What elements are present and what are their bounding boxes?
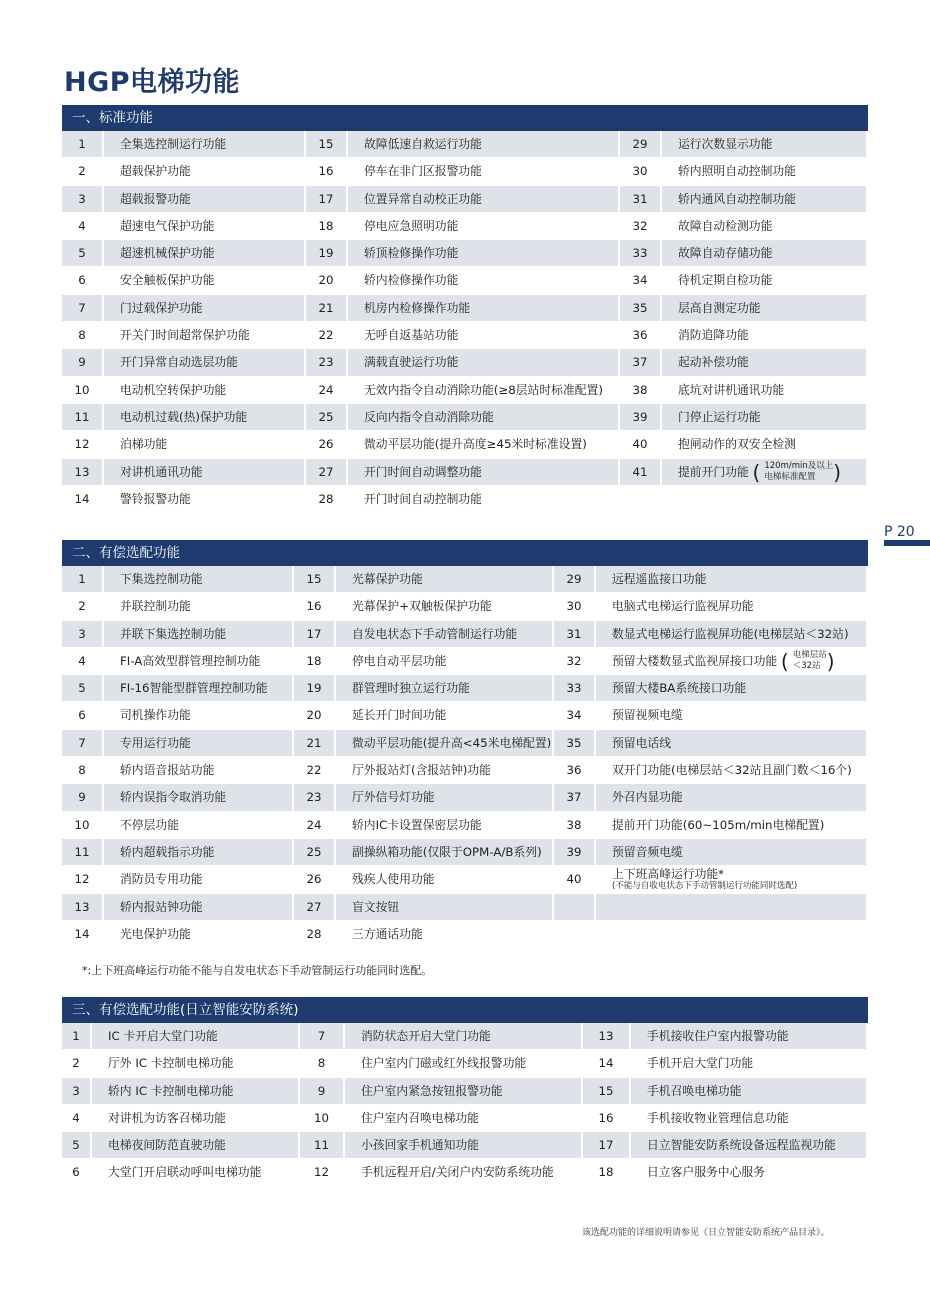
item-number: 39 <box>620 404 662 431</box>
item-number: 31 <box>554 621 596 648</box>
item-number: 27 <box>306 459 348 486</box>
function-table <box>62 1023 868 1187</box>
item-number: 24 <box>306 377 348 404</box>
item-function: 泊梯功能 <box>104 431 306 458</box>
item-function: 底坑对讲机通讯功能 <box>662 377 868 404</box>
item-function: 机房内检修操作功能 <box>348 295 620 322</box>
item-function: 运行次数显示功能 <box>662 131 868 158</box>
item-function: 超载保护功能 <box>104 158 306 185</box>
item-number: 22 <box>294 757 336 784</box>
item-function: 延长开门时间功能 <box>336 702 554 729</box>
item-number: 26 <box>294 866 336 893</box>
item-number: 1 <box>62 1023 92 1050</box>
item-number: 38 <box>554 812 596 839</box>
item-function: 远程遥监接口功能 <box>596 566 868 593</box>
item-number: 9 <box>62 349 104 376</box>
item-number: 32 <box>554 648 596 675</box>
item-number: 5 <box>62 240 104 267</box>
item-function: 手机远程开启/关闭户内安防系统功能 <box>345 1159 583 1186</box>
item-number: 27 <box>294 894 336 921</box>
item-number: 5 <box>62 1132 92 1159</box>
item-function: 手机接收住户室内报警功能 <box>631 1023 868 1050</box>
item-function: 停车在非门区报警功能 <box>348 158 620 185</box>
item-function: 群管理时独立运行功能 <box>336 675 554 702</box>
item-function: 门过载保护功能 <box>104 295 306 322</box>
item-function: 自发电状态下手动管制运行功能 <box>336 621 554 648</box>
item-function: 对讲机为访客召梯功能 <box>92 1105 300 1132</box>
section-paid-security-options <box>62 997 868 1187</box>
page-title: HGP电梯功能 <box>64 67 241 98</box>
item-function: 消防状态开启大堂门功能 <box>345 1023 583 1050</box>
item-number: 30 <box>620 158 662 185</box>
item-number: 15 <box>306 131 348 158</box>
item-number: 19 <box>294 675 336 702</box>
item-function: 专用运行功能 <box>104 730 294 757</box>
item-function: 超速机械保护功能 <box>104 240 306 267</box>
item-function: 日立客户服务中心服务 <box>631 1159 868 1186</box>
item-function: 不停层功能 <box>104 812 294 839</box>
item-number: 33 <box>620 240 662 267</box>
inline-note <box>777 649 835 674</box>
item-function: 手机开启大堂门功能 <box>631 1050 868 1077</box>
item-number: 10 <box>62 812 104 839</box>
note-text <box>764 461 833 483</box>
item-number: 6 <box>62 702 104 729</box>
item-function: 轿内照明自动控制功能 <box>662 158 868 185</box>
item-function: 位置异常自动校正功能 <box>348 186 620 213</box>
item-number: 41 <box>620 459 662 486</box>
item-number: 21 <box>294 730 336 757</box>
item-function: 电动机过载(热)保护功能 <box>104 404 306 431</box>
item-number: 3 <box>62 1078 92 1105</box>
item-number: 37 <box>554 784 596 811</box>
item-function: 厅外信号灯功能 <box>336 784 554 811</box>
item-function: 微动平层功能(提升高<45米电梯配置) <box>336 730 554 757</box>
item-function-subnote: (不能与自收电状态下手动管制运行功能同时选配) <box>612 881 798 892</box>
item-function <box>596 866 868 893</box>
item-number: 10 <box>62 377 104 404</box>
item-function: 并联控制功能 <box>104 593 294 620</box>
item-number: 11 <box>62 839 104 866</box>
item-function: 开关门时间超常保护功能 <box>104 322 306 349</box>
item-function: 故障低速自救运行功能 <box>348 131 620 158</box>
item-function: 开门时间自动控制功能 <box>348 486 620 513</box>
item-number <box>554 921 596 948</box>
item-number: 25 <box>306 404 348 431</box>
item-function: 停电自动平层功能 <box>336 648 554 675</box>
item-number: 33 <box>554 675 596 702</box>
item-number: 23 <box>294 784 336 811</box>
item-function: 住户室内门磁或红外线报警功能 <box>345 1050 583 1077</box>
note-text <box>793 650 827 672</box>
item-function: 轿内通风自动控制功能 <box>662 186 868 213</box>
item-number: 18 <box>294 648 336 675</box>
item-function: 预留大楼BA系统接口功能 <box>596 675 868 702</box>
item-function: 副操纵箱功能(仅限于OPM-A/B系列) <box>336 839 554 866</box>
item-function: 司机操作功能 <box>104 702 294 729</box>
item-number: 14 <box>62 486 104 513</box>
item-number: 8 <box>62 757 104 784</box>
item-number: 2 <box>62 1050 92 1077</box>
item-number: 37 <box>620 349 662 376</box>
item-function: 反向内指令自动消除功能 <box>348 404 620 431</box>
item-function: IC 卡开启大堂门功能 <box>92 1023 300 1050</box>
item-number: 36 <box>554 757 596 784</box>
section-standard-functions <box>62 105 868 513</box>
item-number: 9 <box>300 1078 345 1105</box>
item-number: 22 <box>306 322 348 349</box>
item-function: 全集选控制运行功能 <box>104 131 306 158</box>
item-function: 消防员专用功能 <box>104 866 294 893</box>
item-function: 警铃报警功能 <box>104 486 306 513</box>
note-line: 电梯层站 <box>792 650 827 661</box>
item-number: 10 <box>300 1105 345 1132</box>
item-number: 9 <box>62 784 104 811</box>
item-number: 29 <box>554 566 596 593</box>
item-function: 待机定期自检功能 <box>662 267 868 294</box>
item-number: 24 <box>294 812 336 839</box>
item-number: 12 <box>62 431 104 458</box>
item-number: 23 <box>306 349 348 376</box>
item-function: 轿内语音报站功能 <box>104 757 294 784</box>
item-number: 29 <box>620 131 662 158</box>
item-function: 故障自动检测功能 <box>662 213 868 240</box>
item-number: 13 <box>62 894 104 921</box>
item-function: 住户室内召唤电梯功能 <box>345 1105 583 1132</box>
item-function: 无效内指令自动消除功能(≥8层站时标准配置) <box>348 377 620 404</box>
item-function: 手机接收物业管理信息功能 <box>631 1105 868 1132</box>
item-function: 安全触板保护功能 <box>104 267 306 294</box>
item-number: 40 <box>620 431 662 458</box>
item-function: 轿内报站钟功能 <box>104 894 294 921</box>
item-number: 25 <box>294 839 336 866</box>
item-number: 2 <box>62 158 104 185</box>
item-number: 39 <box>554 839 596 866</box>
item-function: 小孩回家手机通知功能 <box>345 1132 583 1159</box>
item-number: 40 <box>554 866 596 893</box>
item-function: 轿内超载指示功能 <box>104 839 294 866</box>
item-number: 38 <box>620 377 662 404</box>
item-function <box>596 921 868 948</box>
item-function: 厅外 IC 卡控制电梯功能 <box>92 1050 300 1077</box>
item-function: 电脑式电梯运行监视屏功能 <box>596 593 868 620</box>
item-function: 抱闸动作的双安全检测 <box>662 431 868 458</box>
note-line: 120m/min及以上 <box>764 461 834 472</box>
item-function: 对讲机通讯功能 <box>104 459 306 486</box>
item-number: 28 <box>306 486 348 513</box>
item-function: 起动补偿功能 <box>662 349 868 376</box>
item-number: 11 <box>62 404 104 431</box>
item-number: 6 <box>62 1159 92 1186</box>
item-number: 12 <box>300 1159 345 1186</box>
item-number: 16 <box>306 158 348 185</box>
item-function: 轿内 IC 卡控制电梯功能 <box>92 1078 300 1105</box>
item-function: 故障自动存储功能 <box>662 240 868 267</box>
item-number: 4 <box>62 1105 92 1132</box>
item-number <box>554 894 596 921</box>
item-function: 消防追降功能 <box>662 322 868 349</box>
item-function: 轿内IC卡设置保密层功能 <box>336 812 554 839</box>
item-function: 手机召唤电梯功能 <box>631 1078 868 1105</box>
item-number: 1 <box>62 131 104 158</box>
item-number: 15 <box>583 1078 631 1105</box>
item-number <box>620 486 662 513</box>
item-function: 外召内显功能 <box>596 784 868 811</box>
item-function: 轿顶检修操作功能 <box>348 240 620 267</box>
item-number: 3 <box>62 186 104 213</box>
item-function: 住户室内紧急按钮报警功能 <box>345 1078 583 1105</box>
item-function: 预留音频电缆 <box>596 839 868 866</box>
item-function: 开门异常自动选层功能 <box>104 349 306 376</box>
item-function: 层高自测定功能 <box>662 295 868 322</box>
page-number-bar <box>884 540 930 546</box>
item-number: 15 <box>294 566 336 593</box>
item-number: 13 <box>583 1023 631 1050</box>
item-function: 电动机空转保护功能 <box>104 377 306 404</box>
item-number: 20 <box>306 267 348 294</box>
item-function: 厅外报站灯(含报站钟)功能 <box>336 757 554 784</box>
item-number: 34 <box>620 267 662 294</box>
item-function: 门停止运行功能 <box>662 404 868 431</box>
item-number: 8 <box>300 1050 345 1077</box>
footnote: *:上下班高峰运行功能不能与自发电状态下手动管制运行功能同时选配。 <box>82 964 433 977</box>
item-function: 电梯夜间防范直驶功能 <box>92 1132 300 1159</box>
item-function: 数显式电梯运行监视屏功能(电梯层站＜32站) <box>596 621 868 648</box>
item-number: 14 <box>583 1050 631 1077</box>
item-number: 18 <box>583 1159 631 1186</box>
item-number: 19 <box>306 240 348 267</box>
item-number: 16 <box>583 1105 631 1132</box>
item-number: 21 <box>306 295 348 322</box>
item-number: 31 <box>620 186 662 213</box>
item-number: 34 <box>554 702 596 729</box>
item-function: 轿内检修操作功能 <box>348 267 620 294</box>
paren-close: ) <box>826 649 835 674</box>
paren-open: ( <box>752 460 761 485</box>
item-function <box>662 486 868 513</box>
section-header: 三、有偿选配功能(日立智能安防系统) <box>62 997 868 1023</box>
item-number: 3 <box>62 621 104 648</box>
item-number: 18 <box>306 213 348 240</box>
item-number: 5 <box>62 675 104 702</box>
item-function: 预留电话线 <box>596 730 868 757</box>
item-function: 预留视频电缆 <box>596 702 868 729</box>
note-line: 电梯标准配置 <box>764 472 816 483</box>
item-number: 14 <box>62 921 104 948</box>
item-number: 2 <box>62 593 104 620</box>
item-number: 35 <box>620 295 662 322</box>
item-function: 三方通话功能 <box>336 921 554 948</box>
function-table <box>62 566 868 948</box>
item-number: 7 <box>300 1023 345 1050</box>
item-function: 双开门功能(电梯层站＜32站且副门数＜16个) <box>596 757 868 784</box>
item-number: 6 <box>62 267 104 294</box>
item-number: 13 <box>62 459 104 486</box>
item-function: FI-16智能型群管理控制功能 <box>104 675 294 702</box>
item-function: 轿内误指令取消功能 <box>104 784 294 811</box>
item-function: 满载直驶运行功能 <box>348 349 620 376</box>
item-number: 32 <box>620 213 662 240</box>
note-line: ＜32站 <box>792 661 821 672</box>
item-number: 17 <box>306 186 348 213</box>
item-number: 1 <box>62 566 104 593</box>
item-function: 无呼自返基站功能 <box>348 322 620 349</box>
item-function-main: 上下班高峰运行功能* <box>612 867 725 882</box>
item-number: 8 <box>62 322 104 349</box>
item-number: 4 <box>62 213 104 240</box>
item-number: 16 <box>294 593 336 620</box>
item-function: 开门时间自动调整功能 <box>348 459 620 486</box>
page-number: P 20 <box>884 524 915 540</box>
item-function: FI-A高效型群管理控制功能 <box>104 648 294 675</box>
item-function: 光幕保护功能 <box>336 566 554 593</box>
item-function <box>596 894 868 921</box>
section-header: 一、标准功能 <box>62 105 868 131</box>
item-function: 下集选控制功能 <box>104 566 294 593</box>
item-function: 大堂门开启联动呼叫电梯功能 <box>92 1159 300 1186</box>
item-function: 光电保护功能 <box>104 921 294 948</box>
section-header: 二、有偿选配功能 <box>62 540 868 566</box>
item-function: 超载报警功能 <box>104 186 306 213</box>
item-function: 光幕保护+双触板保护功能 <box>336 593 554 620</box>
section-paid-options <box>62 540 868 948</box>
paren-close: ) <box>833 460 842 485</box>
item-number: 30 <box>554 593 596 620</box>
item-function: 盲文按钮 <box>336 894 554 921</box>
item-number: 17 <box>294 621 336 648</box>
item-number: 11 <box>300 1132 345 1159</box>
item-function: 提前开门功能(60~105m/min电梯配置) <box>596 812 868 839</box>
item-number: 7 <box>62 730 104 757</box>
item-number: 12 <box>62 866 104 893</box>
item-number: 4 <box>62 648 104 675</box>
item-number: 7 <box>62 295 104 322</box>
item-function: 并联下集选控制功能 <box>104 621 294 648</box>
item-number: 35 <box>554 730 596 757</box>
item-number: 36 <box>620 322 662 349</box>
item-number: 17 <box>583 1132 631 1159</box>
item-function: 残疾人使用功能 <box>336 866 554 893</box>
item-number: 26 <box>306 431 348 458</box>
item-function: 日立智能安防系统设备远程监视功能 <box>631 1132 868 1159</box>
item-function: 停电应急照明功能 <box>348 213 620 240</box>
item-function: 预留大楼数显式监视屏接口功能 ( 电梯层站 ＜32站 ) <box>596 648 868 675</box>
item-number: 20 <box>294 702 336 729</box>
item-number: 28 <box>294 921 336 948</box>
item-function: 提前开门功能 ( 120m/min及以上 电梯标准配置 ) <box>662 459 868 486</box>
item-function: 微动平层功能(提升高度≥45米时标准设置) <box>348 431 620 458</box>
item-function: 超速电气保护功能 <box>104 213 306 240</box>
function-table <box>62 131 868 513</box>
bottom-note: 该选配功能的详细说明请参见《日立智能安防系统产品目录》。 <box>582 1228 830 1238</box>
paren-open: ( <box>780 649 789 674</box>
